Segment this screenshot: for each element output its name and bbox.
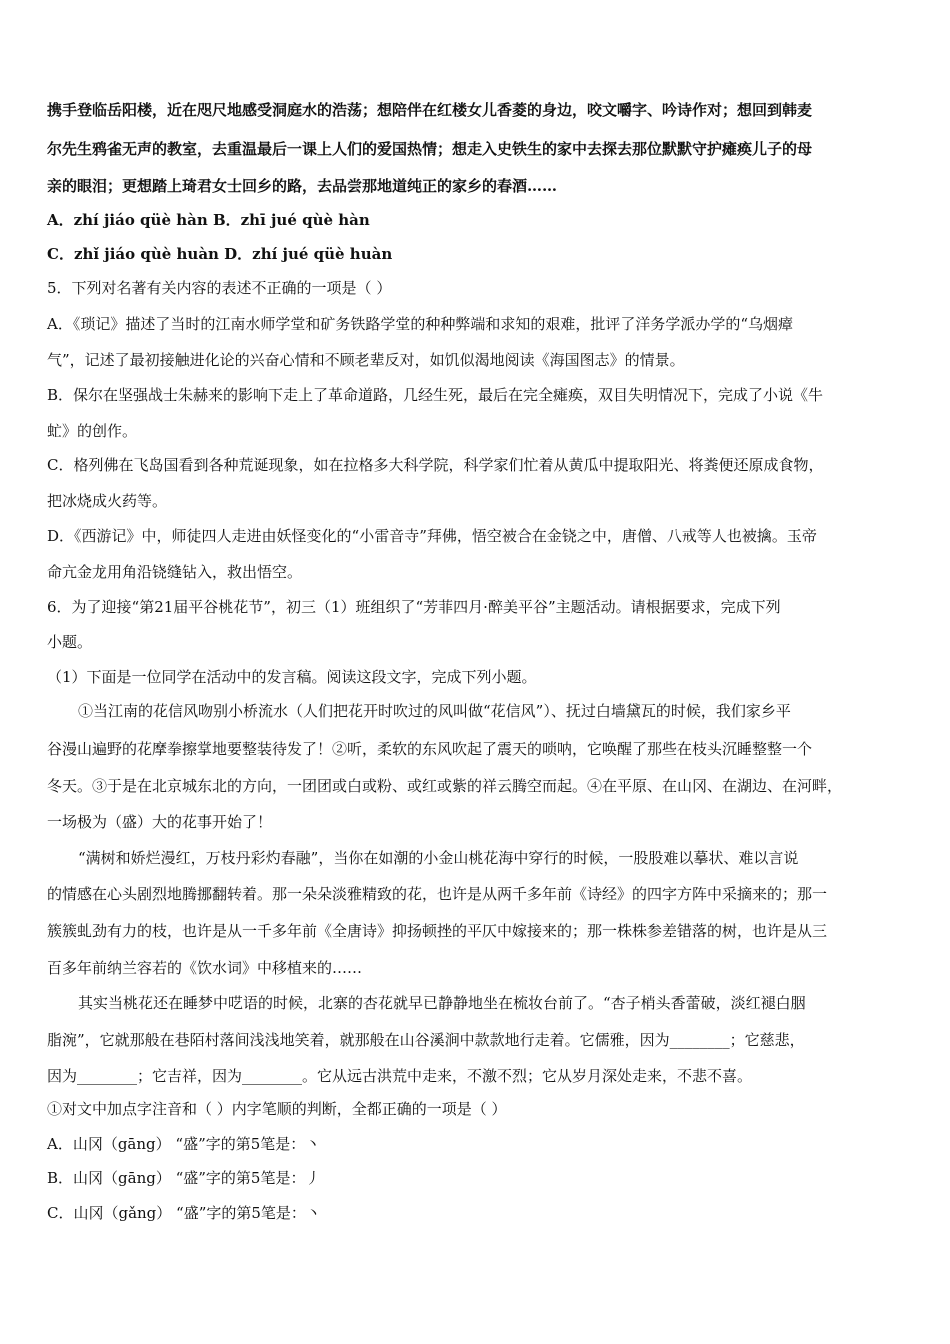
answer-option-b: B．山冈（gāng） “盛”字的第5笔是：丿 [47,1169,321,1187]
q6-stem: 6．为了迎接“第21届平谷桃花节”，初三（1）班组织了“芳菲四月·醉美平谷”主题活动。请根据要求，完成下列 [47,598,781,616]
speech-paragraph-line: 谷漫山遍野的花摩拳擦掌地要整装待发了！②听，柔软的东风吹起了震天的唢呐，它唤醒了那些在枝头沉睡整整一个 [47,740,813,758]
passage-line: 携手登临岳阳楼，近在咫尺地感受洞庭水的浩荡；想陪伴在红楼女儿香菱的身边，咬文嚼字、吟诗作对；想回到韩麦 [47,101,813,119]
speech-paragraph-line: ①当江南的花信风吻别小桥流水（人们把花开时吹过的风叫做“花信风”）、抚过白墙黛瓦的时候，我们家乡平 [78,702,791,720]
speech-paragraph-line: “满树和娇烂漫红，万枝丹彩灼春融”，当你在如潮的小金山桃花海中穿行的时候，一股股难以摹状、难以言说 [78,849,799,867]
answer-option-a: A．山冈（gāng） “盛”字的第5笔是：丶 [47,1135,321,1153]
sub-question-stem: ①对文中加点字注音和（ ）内字笔顺的判断，全都正确的一项是（ ） [47,1100,507,1118]
q5-option-b-cont: 虻》的创作。 [47,422,138,440]
q5-option-b: B．保尔在坚强战士朱赫来的影响下走上了革命道路，几经生死，最后在完全瘫痪，双目失明情况下，完成了小说《牛 [47,386,824,404]
q5-stem: 5．下列对名著有关内容的表述不正确的一项是（ ） [47,279,392,297]
speech-paragraph-line: 的情感在心头剧烈地腾挪翻转着。那一朵朵淡雅精致的花，也许是从两千多年前《诗经》的四字方阵中采摘来的；那一 [47,885,828,903]
q5-option-a-cont: 气”，记述了最初接触进化论的兴奋心情和不顾老辈反对，如饥似渴地阅读《海国图志》的情景。 [47,351,685,369]
speech-paragraph-line: 百多年前纳兰容若的《饮水词》中移植来的…… [47,959,363,977]
q5-option-d: D．《西游记》中，师徒四人走进由妖怪变化的“小雷音寺”拜佛，悟空被合在金铙之中，唐僧、八戒等人也被擒。玉帝 [47,527,817,545]
speech-paragraph-line: 簇簇虬劲有力的枝，也许是从一千多年前《全唐诗》抑扬顿挫的平仄中嫁接来的；那一株株参差错落的树，也许是从三 [47,922,828,940]
q4-option-row: C．zhǐ jiáo qùè huàn D．zhí jué qüè huàn [47,245,393,263]
answer-option-c: C．山冈（gǎng） “盛”字的第5笔是：丶 [47,1204,321,1222]
q6-sub-question: （1）下面是一位同学在活动中的发言稿。阅读这段文字，完成下列小题。 [47,668,537,686]
q6-stem-cont: 小题。 [47,633,93,651]
q4-option-row: A．zhí jiáo qüè hàn B．zhī jué qùè hàn [47,211,370,229]
passage-line: 亲的眼泪；更想踏上琦君女士回乡的路，去品尝那地道纯正的家乡的春酒…… [47,177,558,195]
q5-option-d-cont: 命亢金龙用角沿铙缝钻入，救出悟空。 [47,563,303,581]
q5-option-a: A．《琐记》描述了当时的江南水师学堂和矿务铁路学堂的种种弊端和求知的艰难，批评了洋务学派办学的“乌烟瘴 [47,315,794,333]
speech-paragraph-line: 其实当桃花还在睡梦中呓语的时候，北寨的杏花就早已静静地坐在梳妆台前了。“杏子梢头香蕾破，淡红褪白胭 [78,994,806,1012]
passage-line: 尔先生鸦雀无声的教室，去重温最后一课上人们的爱国热情；想走入史铁生的家中去探去那位默默守护瘫痪儿子的母 [47,140,813,158]
speech-paragraph-line: 脂涴”，它就那般在巷陌村落间浅浅地笑着，就那般在山谷溪涧中款款地行走着。它儒雅，因为________；它慈悲， [47,1031,805,1049]
speech-paragraph-line: 因为________；它吉祥，因为________。它从远古洪荒中走来，不激不烈；它从岁月深处走来，不悲不喜。 [47,1067,753,1085]
speech-paragraph-line: 一场极为（盛）大的花事开始了！ [47,813,273,831]
speech-paragraph-line: 冬天。③于是在北京城东北的方向，一团团或白或粉、或红或紫的祥云腾空而起。④在平原、在山冈、在湖边、在河畔， [47,777,843,795]
q5-option-c: C．格列佛在飞岛国看到各种荒诞现象，如在拉格多大科学院，科学家们忙着从黄瓜中提取阳光、将粪便还原成食物， [47,456,824,474]
q5-option-c-cont: 把冰烧成火药等。 [47,492,168,510]
